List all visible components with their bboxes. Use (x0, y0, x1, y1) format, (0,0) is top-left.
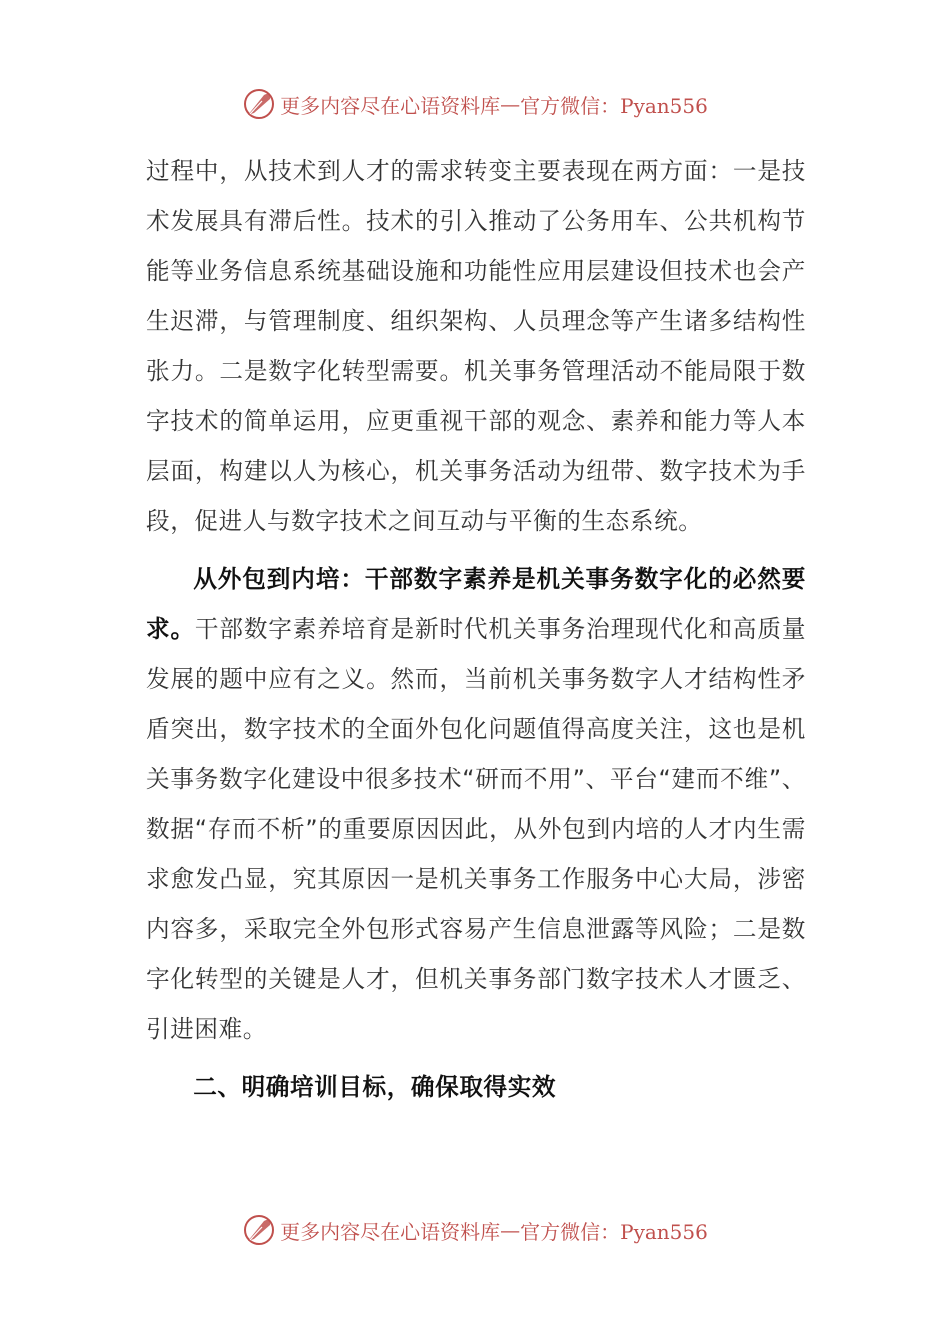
header-banner (0, 84, 950, 124)
paragraph-1: 过程中，从技术到人才的需求转变主要表现在两方面：一是技术发展具有滞后性。技术的引入推动了公务用车、公共机构节能等业务信息系统基础设施和功能性应用层建设但技术也会产生迟滞，与管理制度、组织架构、人员理念等产生诸多结构性张力。二是数字化转型需要。机关事务管理活动不能局限于数字技术的简单运用，应更重视干部的观念、素养和能力等人本层面，构建以人为核心，机关事务活动为纽带、数字技术为手段，促进人与数字技术之间互动与平衡的生态系统。 (146, 157, 806, 535)
footer-text: 更多内容尽在心语资料库 (280, 1219, 501, 1244)
paragraph-2-body: 干部数字素养培育是新时代机关事务治理现代化和高质量发展的题中应有之义。然而，当前机关事务数字人才结构性矛盾突出，数字技术的全面外包化问题值得高度关注，这也是机关事务数字化建设中很多技术“研而不用”、平台“建而不维”、数据“存而不析”的重要原因因此，从外包到内培的人才内生需求愈发凸显，究其原因一是机关事务工作服务中心大局，涉密内容多，采取完全外包形式容易产生信息泄露等风险；二是数字化转型的关键是人才，但机关事务部门数字技术人才匮乏、引进困难。 (146, 615, 807, 1043)
section-heading-2: 二、明确培训目标，确保取得实效 (193, 1073, 557, 1101)
quill-pen-icon (242, 1213, 276, 1247)
paragraph-2-lead: 从外包到内培：干部数字素养是机关事务数字化的必然要求。 (146, 565, 806, 643)
footer-separator: — (500, 1218, 521, 1242)
header-wechat: 官方微信：Pyan556 (520, 93, 708, 118)
quill-pen-icon (242, 87, 276, 121)
document-body (146, 146, 806, 1112)
footer-wechat: 官方微信：Pyan556 (520, 1219, 708, 1244)
header-separator: — (500, 92, 521, 116)
header-text: 更多内容尽在心语资料库 (280, 93, 501, 118)
footer-banner (0, 1210, 950, 1250)
paragraph-2 (146, 554, 806, 1054)
